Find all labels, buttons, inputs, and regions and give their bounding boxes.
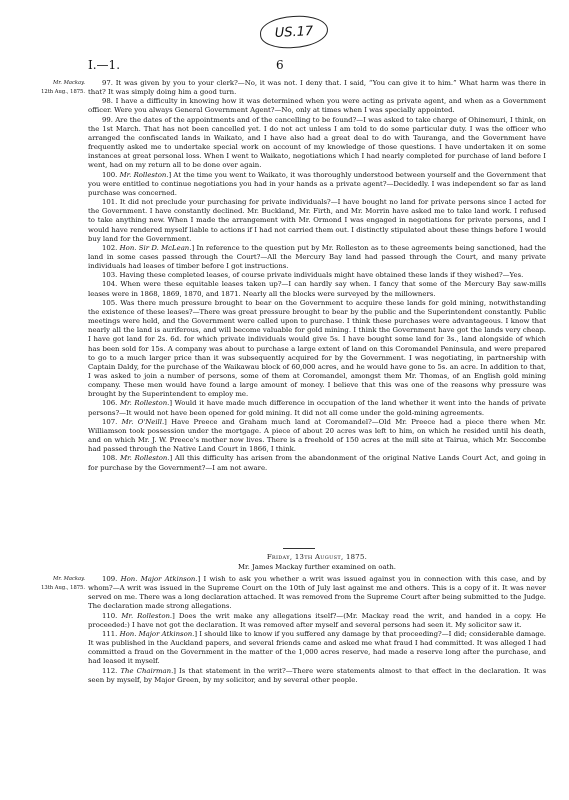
- question-paragraph: [88, 244, 546, 271]
- question-paragraph: [88, 418, 546, 455]
- question-paragraph: [88, 299, 546, 400]
- margin-note-2: [33, 575, 85, 593]
- paragraph-text: 110.: [102, 611, 122, 620]
- paragraph-text: 111.: [102, 629, 120, 638]
- session-date: Friday, 13th August, 1875.: [266, 553, 368, 561]
- speaker-name: Mr. Rolleston.: [120, 399, 170, 408]
- paragraph-text: ] Does the writ make any allegations itself?—(Mr. Mackay read the writ, and handed in a copy. He proceeded:) I have not got the declaration. It was removed after myself and several persons had seen it. My solicitor saw it.: [88, 611, 546, 629]
- paragraph-text: 109.: [102, 575, 121, 583]
- paragraph-text: ] I should like to know if you suffered any damage by that proceeding?—I did; considerable damage. It was published in the Auckland papers, and several friends came and asked me what fraud I had committed. It was alleged I had committed a fraud on the Government in the matter of the 1,000 acres reserve, had made a reserve long after the purchase, and had leased it myself.: [88, 629, 547, 666]
- question-paragraph: [88, 79, 546, 97]
- paragraph-text: ] I wish to ask you whether a writ was issued against you in connection with this case, and by whom?—A writ was issued in the Supreme Court on the 10th of July last against me and others. This is a copy of it. It was never served on me. There was a long declaration attached. It was removed from the Supreme Court after being submitted to the Judge. The declaration made strong allegations.: [88, 575, 546, 611]
- paragraph-text: 102.: [102, 243, 120, 252]
- paragraph-text: ] All this difficulty has arisen from the abandonment of the original Native Lands Court Act, and going in for purchase by the Government?—I am not aware.: [88, 454, 546, 472]
- paragraph-text: 107.: [102, 417, 122, 426]
- speaker-name: Hon. Major Atkinson.: [119, 629, 195, 638]
- archive-stamp: US.17: [259, 14, 329, 50]
- question-paragraph: [88, 116, 546, 171]
- paragraph-text: ] At the time you went to Waikato, it was thoroughly understood between yourself and the Government that you were entitled to continue negotiations you had in your hands as a private agent?—Decidedly. I was independent so far as land purchase was concerned.: [88, 170, 546, 197]
- document-reference: I.—1.: [88, 58, 121, 72]
- speaker-name: The Chairman.: [120, 666, 174, 675]
- paragraph-text: 105. Was there much pressure brought to bear on the Government to acquire these lands for gold mining, notwithstanding the existence of these leases?—There was great pressure brought to bear by the public and the Superintendent constantly. Public meetings were held, and the Government were called upon to purchase. I think these purchases were advantageous. I know that nearly all the land is auriferous, and will become valuable for gold mining. I think the Government have got the lands very cheap. I have got land for 2s. 6d. for which private individuals would give 5s. I have bought some land for 3s., land alongside of which has been sold for 15s. A company was about to purchase a large extent of land on this Coromandel Peninsula, and were prepared to go to a much larger price than it was subsequently acquired for by the Government. I was negotiating, in partnership with Captain Daldy, for the purchase of the Waikawau block of 60,000 acres, and he would have gone to 5s. an acre. In addition to that, I was asked to join a number of persons, some of them at Coromandel, amongst them Mr. Thomas, of an English gold mining company. These men would have found a large amount of money. I believe that this was one of the reasons why pressure was brought by the Superintendent to employ me.: [88, 298, 546, 399]
- question-paragraph: [88, 399, 546, 417]
- speaker-name: Hon. Major Atkinson.: [120, 575, 198, 583]
- paragraph-text: ] Would it have made much difference in occupation of the land whether it went into the hands of private persons?—It would not have been opened for gold mining. It did not all come under the gold-mining agreements.: [88, 399, 546, 417]
- margin-witness: Mr. Mackay.: [53, 576, 85, 582]
- speaker-name: Mr. Rolleston.: [120, 454, 170, 463]
- paragraph-text: ] Have Preece and Graham much land at Coromandel?—Old Mr. Preece had a piece there when Mr. Williamson took possession under the mortgage. A piece of about 20 acres was left to him, on which he resided until his death, and on which Mr. J. W. Preece's mother now lives. There is a freehold of 150 acres at the mill site at Tairua, which Mr. Seccombe had passed through the Native Land Court in 1866, I think.: [88, 417, 546, 454]
- question-paragraph: [88, 171, 546, 198]
- paragraph-text: 101. It did not preclude your purchasing for private individuals?—I have bought no land for private persons since I acted for the Government. I have constantly declined. Mr. Buckland, Mr. Firth, and Mr. Morrin have asked me to take land work. I refused to take anything new. When I made the arrangement with Mr. Ormond I was engaged in negotiations for private persons, and I would have rendered myself liable to actions if I had not carried them out. I distinctly stipulated about these things before I would buy land for the Government.: [88, 198, 546, 243]
- paragraph-text: 103. Having these completed leases, of course private individuals might have obtained these lands if they wished?—Yes.: [102, 271, 524, 280]
- speaker-name: Mr. Rolleston.: [121, 611, 173, 620]
- paragraph-text: 112.: [102, 666, 121, 675]
- question-paragraph: [88, 575, 546, 612]
- witness-subheading: Mr. James Mackay further examined on oath.: [238, 563, 396, 571]
- paragraph-text: 99. Are the dates of the appointments and of the cancelling to be found?—I was asked to take charge of Ohinemuri, I think, on the 1st March. That has not been cancelled yet. I do not act unless I am told to do some particular duty. I was the officer who arranged the confiscated lands in Waikato, and I have also had a great deal to do with Tauranga, and the Government have frequently asked me to undertake special work on account of my knowledge of those questions. I have undertaken it on some instances at great personal loss. When I went to Waikato, negotiations which I had nearly completed for purchase of land before I went, had on my return all to be done over again.: [88, 115, 546, 170]
- margin-date: 13th Aug., 1875.: [41, 585, 85, 591]
- paragraph-text: 98. I have a difficulty in knowing how it was determined when you were acting as private agent, and when as a Government officer. Were you always General Government Agent?—No, only at times when I was specially appointed.: [88, 97, 546, 115]
- session-date-heading: [88, 553, 546, 562]
- question-paragraph: [88, 454, 546, 472]
- speaker-name: Mr. Rolleston.: [119, 170, 169, 179]
- question-paragraph: [88, 97, 546, 115]
- divider: [283, 548, 315, 549]
- paragraph-text: ] Is that statement in the writ?—There were statements almost to that effect in the declaration. It was seen by myself, by Major Green, by my solicitor, and by several other people.: [88, 666, 546, 684]
- question-paragraph: [88, 630, 546, 667]
- paragraph-text: 108.: [102, 454, 121, 463]
- paragraph-text: 104. When were these equitable leases taken up?—I can hardly say when. I fancy that some of the Mercury Bay saw-mills leases were in 1868, 1869, 1870, and 1871. Nearly all the blocks were surveyed by the millowners.: [88, 280, 546, 298]
- margin-date: 12th Aug., 1875.: [41, 89, 85, 95]
- margin-note-1: [33, 79, 85, 97]
- paragraph-text: 100.: [102, 170, 120, 179]
- question-paragraph: [88, 667, 546, 685]
- paragraph-text: 97. It was given by you to your clerk?—No, it was not. I deny that. I said, “You can give it to him.” What harm was there in that? It was simply doing him a good turn.: [88, 79, 546, 97]
- question-paragraph: [88, 612, 546, 630]
- question-paragraph: [88, 198, 546, 244]
- speaker-name: Hon. Sir D. McLean.: [119, 243, 192, 252]
- question-paragraph: [88, 280, 546, 298]
- paragraph-text: ] In reference to the question put by Mr. Rolleston as to these agreements being sanctioned, had the land in some cases passed through the Court?—All the Mercury Bay land had passed through the Court, and many private individuals had leases of timber before I got instructions.: [88, 243, 546, 271]
- question-paragraph: [88, 271, 546, 280]
- evidence-section-1: [88, 79, 546, 473]
- page-number: 6: [276, 58, 284, 72]
- evidence-section-2: [88, 575, 546, 685]
- speaker-name: Mr. O'Neill.: [121, 417, 165, 426]
- margin-witness: Mr. Mackay.: [53, 80, 85, 86]
- paragraph-text: 106.: [102, 399, 120, 408]
